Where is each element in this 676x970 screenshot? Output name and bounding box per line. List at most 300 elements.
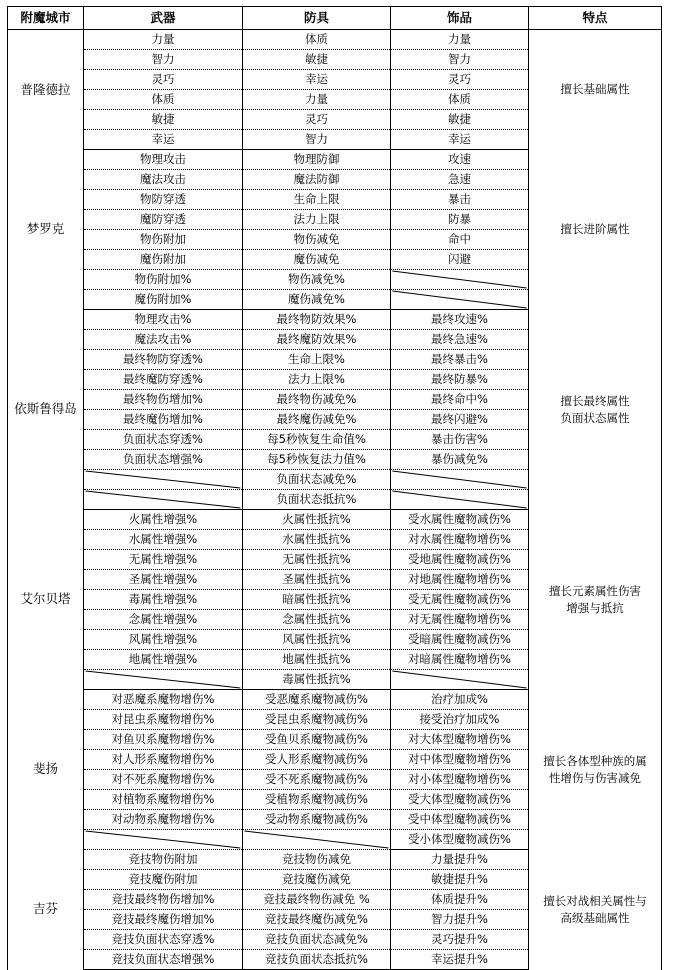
accessory-attribute-cell bbox=[391, 550, 529, 570]
attribute-label: 最终物伤增加% bbox=[123, 391, 203, 406]
trait-description-cell bbox=[529, 850, 662, 970]
armor-attribute-cell bbox=[243, 790, 391, 810]
weapon-attribute-cell bbox=[84, 930, 243, 950]
attribute-label: 受暗属性魔物减伤% bbox=[408, 631, 511, 646]
attribute-label: 智力 bbox=[305, 131, 328, 146]
attribute-label: 灵巧 bbox=[305, 111, 328, 126]
accessory-attribute-cell bbox=[391, 310, 529, 330]
armor-attribute-cell bbox=[243, 630, 391, 650]
accessory-attribute-cell bbox=[391, 390, 529, 410]
attribute-label: 最终物防效果% bbox=[276, 311, 357, 326]
armor-attribute-cell bbox=[243, 510, 391, 530]
attribute-label: 闪避 bbox=[448, 251, 471, 266]
attribute-label: 防暴 bbox=[448, 211, 471, 226]
weapon-attribute-cell bbox=[84, 710, 243, 730]
attribute-label: 魔法攻击% bbox=[134, 331, 192, 346]
attribute-label: 受动物系魔物减伤% bbox=[265, 811, 368, 826]
trait-line: 性增伤与伤害减免 bbox=[549, 770, 641, 785]
table-row bbox=[8, 30, 662, 50]
city-name-cell: 艾尔贝塔 bbox=[8, 510, 84, 690]
accessory-attribute-cell bbox=[391, 590, 529, 610]
attribute-label: 法力上限 bbox=[293, 211, 340, 226]
accessory-attribute-cell bbox=[391, 690, 529, 710]
armor-attribute-cell bbox=[243, 650, 391, 670]
attribute-label: 智力提升% bbox=[431, 911, 488, 926]
accessory-attribute-cell bbox=[391, 710, 529, 730]
attribute-label: 竞技负面状态减免% bbox=[265, 931, 368, 946]
trait-line: 擅长元素属性伤害 bbox=[549, 583, 641, 598]
attribute-label: 每5秒恢复法力值% bbox=[267, 451, 366, 466]
attribute-label: 最终攻速% bbox=[431, 311, 488, 326]
attribute-label: 灵巧提升% bbox=[431, 931, 488, 946]
attribute-label: 竞技负面状态穿透% bbox=[111, 931, 215, 946]
attribute-label: 智力 bbox=[151, 51, 175, 66]
attribute-label: 体质 bbox=[151, 91, 175, 106]
weapon-attribute-cell bbox=[84, 170, 243, 190]
attribute-label: 对大体型魔物增伤% bbox=[408, 731, 511, 746]
weapon-attribute-cell bbox=[84, 550, 243, 570]
attribute-label: 对植物系魔物增伤% bbox=[111, 791, 215, 806]
weapon-attribute-cell bbox=[84, 910, 243, 930]
attribute-label: 幸运 bbox=[151, 131, 175, 146]
accessory-attribute-cell bbox=[391, 530, 529, 550]
weapon-attribute-cell bbox=[84, 510, 243, 530]
attribute-label: 暗属性抵抗% bbox=[282, 591, 351, 606]
armor-attribute-cell bbox=[243, 250, 391, 270]
weapon-attribute-cell bbox=[84, 850, 243, 870]
attribute-label: 生命上限% bbox=[288, 351, 345, 366]
attribute-label: 魔伤附加% bbox=[134, 291, 192, 306]
accessory-attribute-cell bbox=[391, 130, 529, 150]
empty-cell-slash bbox=[391, 670, 528, 689]
attribute-label: 竞技最终物伤增加% bbox=[111, 891, 215, 906]
weapon-attribute-cell bbox=[84, 770, 243, 790]
accessory-attribute-cell bbox=[391, 890, 529, 910]
armor-attribute-cell bbox=[243, 70, 391, 90]
attribute-label: 受人形系魔物减伤% bbox=[265, 751, 368, 766]
table-body bbox=[8, 30, 662, 970]
attribute-label: 魔伤附加 bbox=[140, 251, 186, 266]
armor-attribute-cell bbox=[243, 490, 391, 510]
attribute-label: 竞技最终物伤减免 % bbox=[263, 891, 370, 906]
attribute-label: 负面状态减免% bbox=[276, 471, 357, 486]
armor-attribute-cell bbox=[243, 170, 391, 190]
header-trait: 特点 bbox=[529, 7, 662, 30]
attribute-label: 智力 bbox=[448, 51, 471, 66]
attribute-label: 幸运 bbox=[448, 131, 471, 146]
armor-attribute-cell bbox=[243, 850, 391, 870]
accessory-attribute-cell bbox=[391, 430, 529, 450]
weapon-attribute-cell bbox=[84, 390, 243, 410]
attribute-label: 受不死系魔物减伤% bbox=[265, 771, 368, 786]
weapon-attribute-cell bbox=[84, 530, 243, 550]
attribute-label: 无属性抵抗% bbox=[282, 551, 351, 566]
armor-attribute-cell bbox=[243, 130, 391, 150]
armor-attribute-cell bbox=[243, 30, 391, 50]
attribute-label: 对人形系魔物增伤% bbox=[111, 751, 215, 766]
empty-cell-slash bbox=[391, 290, 528, 309]
attribute-label: 竞技魔伤附加 bbox=[128, 871, 198, 886]
empty-attribute-cell bbox=[391, 470, 529, 490]
armor-attribute-cell bbox=[243, 890, 391, 910]
attribute-label: 念属性增强% bbox=[128, 611, 198, 626]
armor-attribute-cell bbox=[243, 150, 391, 170]
empty-cell-slash bbox=[243, 830, 390, 849]
attribute-label: 最终魔伤减免% bbox=[276, 411, 357, 426]
accessory-attribute-cell bbox=[391, 610, 529, 630]
armor-attribute-cell bbox=[243, 50, 391, 70]
weapon-attribute-cell bbox=[84, 290, 243, 310]
empty-attribute-cell bbox=[84, 470, 243, 490]
attribute-label: 急速 bbox=[448, 171, 471, 186]
armor-attribute-cell bbox=[243, 930, 391, 950]
city-name-cell: 普隆德拉 bbox=[8, 30, 84, 150]
empty-attribute-cell bbox=[84, 830, 243, 850]
attribute-label: 最终魔防穿透% bbox=[123, 371, 203, 386]
accessory-attribute-cell bbox=[391, 50, 529, 70]
armor-attribute-cell bbox=[243, 950, 391, 970]
attribute-label: 受地属性魔物减伤% bbox=[408, 551, 511, 566]
trait-description-cell bbox=[529, 150, 662, 310]
attribute-label: 负面状态抵抗% bbox=[276, 491, 357, 506]
empty-cell-slash bbox=[84, 670, 242, 689]
attribute-label: 最终急速% bbox=[431, 331, 488, 346]
accessory-attribute-cell bbox=[391, 210, 529, 230]
armor-attribute-cell bbox=[243, 190, 391, 210]
attribute-label: 最终物伤减免% bbox=[276, 391, 357, 406]
armor-attribute-cell bbox=[243, 770, 391, 790]
empty-cell-slash bbox=[84, 830, 242, 849]
accessory-attribute-cell bbox=[391, 750, 529, 770]
attribute-label: 对昆虫系魔物增伤% bbox=[111, 711, 215, 726]
attribute-label: 对中体型魔物增伤% bbox=[408, 751, 511, 766]
weapon-attribute-cell bbox=[84, 810, 243, 830]
attribute-label: 竞技物伤减免 bbox=[282, 851, 351, 866]
armor-attribute-cell bbox=[243, 730, 391, 750]
attribute-label: 对动物系魔物增伤% bbox=[111, 811, 215, 826]
weapon-attribute-cell bbox=[84, 690, 243, 710]
attribute-label: 毒属性增强% bbox=[128, 591, 198, 606]
attribute-label: 物理攻击% bbox=[134, 311, 192, 326]
attribute-label: 负面状态增强% bbox=[123, 451, 203, 466]
attribute-label: 竞技负面状态增强% bbox=[111, 951, 215, 966]
accessory-attribute-cell bbox=[391, 250, 529, 270]
attribute-label: 幸运提升% bbox=[431, 951, 488, 966]
weapon-attribute-cell bbox=[84, 590, 243, 610]
attribute-label: 敏捷 bbox=[448, 111, 471, 126]
attribute-label: 敏捷 bbox=[305, 51, 328, 66]
armor-attribute-cell bbox=[243, 110, 391, 130]
attribute-label: 最终魔防效果% bbox=[276, 331, 357, 346]
armor-attribute-cell bbox=[243, 470, 391, 490]
weapon-attribute-cell bbox=[84, 870, 243, 890]
attribute-label: 体质 bbox=[448, 91, 471, 106]
armor-attribute-cell bbox=[243, 370, 391, 390]
attribute-label: 法力上限% bbox=[288, 371, 345, 386]
attribute-label: 对无属性魔物增伤% bbox=[408, 611, 511, 626]
attribute-label: 火属性增强% bbox=[128, 511, 198, 526]
attribute-label: 暴击伤害% bbox=[431, 431, 488, 446]
armor-attribute-cell bbox=[243, 270, 391, 290]
table-row bbox=[8, 510, 662, 530]
accessory-attribute-cell bbox=[391, 30, 529, 50]
attribute-label: 魔伤减免% bbox=[288, 291, 345, 306]
attribute-label: 灵巧 bbox=[151, 71, 175, 86]
weapon-attribute-cell bbox=[84, 70, 243, 90]
header-accessory: 饰品 bbox=[391, 7, 529, 30]
header-row bbox=[8, 7, 662, 30]
accessory-attribute-cell bbox=[391, 870, 529, 890]
armor-attribute-cell bbox=[243, 910, 391, 930]
attribute-label: 受植物系魔物减伤% bbox=[265, 791, 368, 806]
weapon-attribute-cell bbox=[84, 210, 243, 230]
weapon-attribute-cell bbox=[84, 610, 243, 630]
attribute-label: 体质 bbox=[305, 31, 328, 46]
attribute-label: 治疗加成% bbox=[431, 691, 488, 706]
empty-attribute-cell bbox=[243, 830, 391, 850]
attribute-label: 物伤减免 bbox=[293, 231, 340, 246]
trait-line: 擅长基础属性 bbox=[560, 82, 630, 97]
attribute-label: 竞技负面状态抵抗% bbox=[265, 951, 368, 966]
enchant-attributes-table bbox=[7, 6, 662, 970]
attribute-label: 对鱼贝系魔物增伤% bbox=[111, 731, 215, 746]
attribute-label: 力量 bbox=[448, 31, 471, 46]
attribute-label: 力量 bbox=[305, 91, 328, 106]
attribute-label: 火属性抵抗% bbox=[282, 511, 351, 526]
accessory-attribute-cell bbox=[391, 570, 529, 590]
weapon-attribute-cell bbox=[84, 750, 243, 770]
attribute-label: 竞技最终魔伤减免% bbox=[265, 911, 368, 926]
attribute-label: 对恶魔系魔物增伤% bbox=[111, 691, 215, 706]
attribute-label: 最终防暴% bbox=[431, 371, 488, 386]
accessory-attribute-cell bbox=[391, 370, 529, 390]
empty-attribute-cell bbox=[391, 270, 529, 290]
attribute-label: 魔伤减免 bbox=[293, 251, 340, 266]
armor-attribute-cell bbox=[243, 450, 391, 470]
attribute-label: 毒属性抵抗% bbox=[282, 671, 351, 686]
armor-attribute-cell bbox=[243, 350, 391, 370]
attribute-label: 最终命中% bbox=[431, 391, 488, 406]
attribute-label: 地属性抵抗% bbox=[282, 651, 351, 666]
table-row bbox=[8, 690, 662, 710]
accessory-attribute-cell bbox=[391, 70, 529, 90]
accessory-attribute-cell bbox=[391, 230, 529, 250]
table-row bbox=[8, 850, 662, 870]
header-city: 附魔城市 bbox=[8, 7, 84, 30]
weapon-attribute-cell bbox=[84, 950, 243, 970]
attribute-label: 接受治疗加成% bbox=[419, 711, 500, 726]
trait-description-cell bbox=[529, 690, 662, 850]
attribute-label: 力量提升% bbox=[431, 851, 488, 866]
armor-attribute-cell bbox=[243, 750, 391, 770]
accessory-attribute-cell bbox=[391, 810, 529, 830]
table-row bbox=[8, 310, 662, 330]
weapon-attribute-cell bbox=[84, 310, 243, 330]
attribute-label: 敏捷 bbox=[151, 111, 175, 126]
attribute-label: 受大体型魔物减伤% bbox=[408, 791, 511, 806]
attribute-label: 圣属性增强% bbox=[128, 571, 198, 586]
armor-attribute-cell bbox=[243, 570, 391, 590]
attribute-label: 水属性增强% bbox=[128, 531, 198, 546]
weapon-attribute-cell bbox=[84, 130, 243, 150]
attribute-label: 最终物防穿透% bbox=[123, 351, 203, 366]
weapon-attribute-cell bbox=[84, 30, 243, 50]
trait-line: 负面状态属性 bbox=[560, 410, 630, 425]
weapon-attribute-cell bbox=[84, 110, 243, 130]
table-row bbox=[8, 150, 662, 170]
empty-cell-slash bbox=[84, 490, 242, 509]
armor-attribute-cell bbox=[243, 690, 391, 710]
armor-attribute-cell bbox=[243, 330, 391, 350]
accessory-attribute-cell bbox=[391, 150, 529, 170]
attribute-label: 受无属性魔物减伤% bbox=[408, 591, 511, 606]
attribute-label: 对水属性魔物增伤% bbox=[408, 531, 511, 546]
armor-attribute-cell bbox=[243, 710, 391, 730]
accessory-attribute-cell bbox=[391, 450, 529, 470]
trait-line: 擅长各体型种族的属 bbox=[543, 753, 647, 768]
attribute-label: 物防穿透 bbox=[140, 191, 186, 206]
armor-attribute-cell bbox=[243, 230, 391, 250]
attribute-label: 受恶魔系魔物减伤% bbox=[265, 691, 368, 706]
accessory-attribute-cell bbox=[391, 730, 529, 750]
empty-cell-slash bbox=[391, 490, 528, 509]
armor-attribute-cell bbox=[243, 550, 391, 570]
accessory-attribute-cell bbox=[391, 350, 529, 370]
accessory-attribute-cell bbox=[391, 910, 529, 930]
weapon-attribute-cell bbox=[84, 650, 243, 670]
accessory-attribute-cell bbox=[391, 170, 529, 190]
armor-attribute-cell bbox=[243, 210, 391, 230]
trait-line: 高级基础属性 bbox=[560, 910, 630, 925]
attribute-label: 物理防御 bbox=[293, 151, 340, 166]
accessory-attribute-cell bbox=[391, 410, 529, 430]
attribute-label: 魔防穿透 bbox=[140, 211, 186, 226]
trait-description-cell bbox=[529, 310, 662, 510]
accessory-attribute-cell bbox=[391, 90, 529, 110]
weapon-attribute-cell bbox=[84, 570, 243, 590]
accessory-attribute-cell bbox=[391, 330, 529, 350]
accessory-attribute-cell bbox=[391, 790, 529, 810]
attribute-label: 无属性增强% bbox=[128, 551, 198, 566]
attribute-label: 物伤附加% bbox=[134, 271, 192, 286]
attribute-label: 物伤减免% bbox=[288, 271, 345, 286]
accessory-attribute-cell bbox=[391, 630, 529, 650]
empty-cell-slash bbox=[391, 270, 528, 289]
attribute-label: 暴伤减免% bbox=[431, 451, 488, 466]
attribute-label: 最终暴击% bbox=[431, 351, 488, 366]
table-header bbox=[8, 7, 662, 30]
weapon-attribute-cell bbox=[84, 430, 243, 450]
accessory-attribute-cell bbox=[391, 830, 529, 850]
accessory-attribute-cell bbox=[391, 770, 529, 790]
attribute-label: 受鱼贝系魔物减伤% bbox=[265, 731, 368, 746]
armor-attribute-cell bbox=[243, 610, 391, 630]
accessory-attribute-cell bbox=[391, 110, 529, 130]
weapon-attribute-cell bbox=[84, 790, 243, 810]
armor-attribute-cell bbox=[243, 290, 391, 310]
attribute-label: 最终魔伤增加% bbox=[123, 411, 203, 426]
accessory-attribute-cell bbox=[391, 510, 529, 530]
empty-attribute-cell bbox=[391, 290, 529, 310]
accessory-attribute-cell bbox=[391, 650, 529, 670]
armor-attribute-cell bbox=[243, 410, 391, 430]
attribute-label: 灵巧 bbox=[448, 71, 471, 86]
armor-attribute-cell bbox=[243, 390, 391, 410]
armor-attribute-cell bbox=[243, 810, 391, 830]
trait-line: 擅长对战相关属性与 bbox=[543, 893, 647, 908]
accessory-attribute-cell bbox=[391, 930, 529, 950]
attribute-label: 魔法防御 bbox=[293, 171, 340, 186]
weapon-attribute-cell bbox=[84, 890, 243, 910]
trait-line: 擅长进阶属性 bbox=[560, 222, 630, 237]
attribute-label: 竞技物伤附加 bbox=[128, 851, 198, 866]
accessory-attribute-cell bbox=[391, 190, 529, 210]
attribute-label: 物理攻击 bbox=[140, 151, 186, 166]
attribute-label: 对暗属性魔物增伤% bbox=[408, 651, 511, 666]
city-name-cell: 吉芬 bbox=[8, 850, 84, 970]
weapon-attribute-cell bbox=[84, 50, 243, 70]
trait-line: 增强与抵抗 bbox=[566, 600, 624, 615]
empty-cell-slash bbox=[391, 470, 528, 489]
empty-attribute-cell bbox=[391, 490, 529, 510]
weapon-attribute-cell bbox=[84, 230, 243, 250]
attribute-label: 生命上限 bbox=[293, 191, 340, 206]
attribute-label: 竞技魔伤减免 bbox=[282, 871, 351, 886]
attribute-label: 念属性抵抗% bbox=[282, 611, 351, 626]
weapon-attribute-cell bbox=[84, 410, 243, 430]
attribute-label: 受小体型魔物减伤% bbox=[408, 831, 511, 846]
attribute-label: 攻速 bbox=[448, 151, 471, 166]
attribute-label: 受水属性魔物减伤% bbox=[408, 511, 511, 526]
empty-attribute-cell bbox=[84, 490, 243, 510]
attribute-label: 负面状态穿透% bbox=[123, 431, 203, 446]
attribute-label: 水属性抵抗% bbox=[282, 531, 351, 546]
attribute-label: 地属性增强% bbox=[128, 651, 198, 666]
weapon-attribute-cell bbox=[84, 270, 243, 290]
empty-attribute-cell bbox=[391, 670, 529, 690]
attribute-label: 受中体型魔物减伤% bbox=[408, 811, 511, 826]
weapon-attribute-cell bbox=[84, 630, 243, 650]
attribute-label: 魔法攻击 bbox=[140, 171, 186, 186]
accessory-attribute-cell bbox=[391, 950, 529, 970]
attribute-label: 对不死系魔物增伤% bbox=[111, 771, 215, 786]
armor-attribute-cell bbox=[243, 670, 391, 690]
armor-attribute-cell bbox=[243, 870, 391, 890]
attribute-label: 体质提升% bbox=[431, 891, 488, 906]
header-weapon: 武器 bbox=[84, 7, 243, 30]
armor-attribute-cell bbox=[243, 590, 391, 610]
attribute-label: 对地属性魔物增伤% bbox=[408, 571, 511, 586]
armor-attribute-cell bbox=[243, 310, 391, 330]
weapon-attribute-cell bbox=[84, 90, 243, 110]
city-name-cell: 依斯鲁得岛 bbox=[8, 310, 84, 510]
armor-attribute-cell bbox=[243, 530, 391, 550]
attribute-label: 对小体型魔物增伤% bbox=[408, 771, 511, 786]
empty-attribute-cell bbox=[84, 670, 243, 690]
trait-description-cell bbox=[529, 510, 662, 690]
header-armor: 防具 bbox=[243, 7, 391, 30]
weapon-attribute-cell bbox=[84, 150, 243, 170]
city-name-cell: 梦罗克 bbox=[8, 150, 84, 310]
attribute-label: 最终闪避% bbox=[431, 411, 488, 426]
trait-description-cell bbox=[529, 30, 662, 150]
accessory-attribute-cell bbox=[391, 850, 529, 870]
weapon-attribute-cell bbox=[84, 330, 243, 350]
empty-cell-slash bbox=[84, 470, 242, 489]
attribute-label: 每5秒恢复生命值% bbox=[267, 431, 366, 446]
attribute-label: 命中 bbox=[448, 231, 471, 246]
attribute-label: 风属性增强% bbox=[128, 631, 198, 646]
